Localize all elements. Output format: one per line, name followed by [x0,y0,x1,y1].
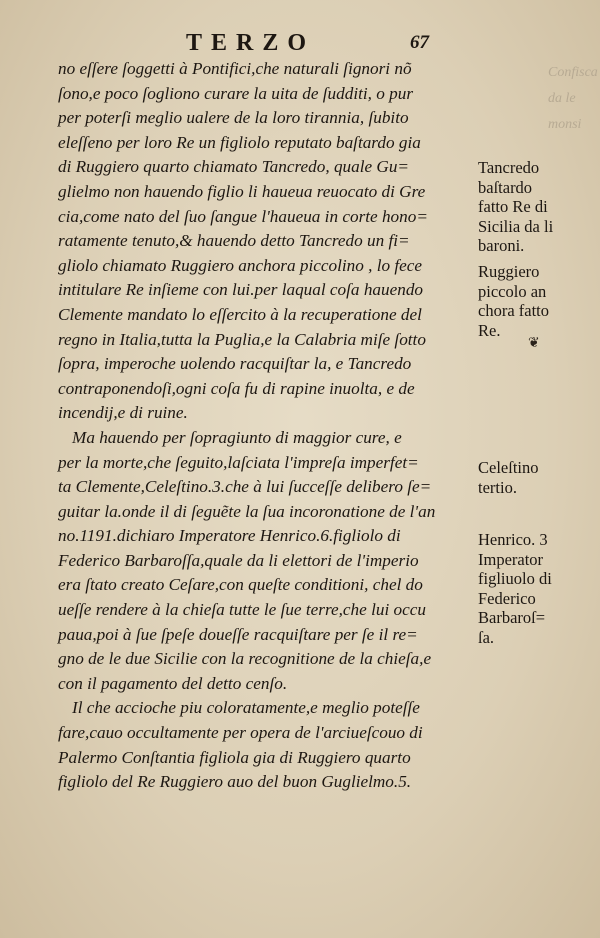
text-line: per la morte,che ſeguito,laſciata l'impreſa imperfet= [58,452,419,472]
text-line: Il che accioche piu coloratamente,e meglio poteſſe [72,698,420,718]
page-header [0,30,600,58]
text-line: Clemente mandato lo eſſercito à la recuperatione del [58,304,422,324]
running-title: TERZO [186,30,316,56]
text-line: no.1191.dichiaro Imperatore Henrico.6.figliolo di [58,526,401,546]
margin-note-line: chora fatto [478,301,550,320]
margin-note-line: fatto Re di [478,197,548,216]
text-line: intitulare Re inſieme con lui.per laqual coſa hauendo [58,280,424,300]
margin-note-line: Sicilia da li [478,216,554,236]
text-line: Palermo Conſtantia figliola gia di Ruggiero quarto [58,747,411,767]
margin-note-line: Ruggiero [478,262,540,281]
margin-note-line: Federico [478,588,536,608]
text-line: incendij,e di ruine. [58,403,188,423]
margin-note-celestino [478,458,570,497]
bleed-line: monsi [548,117,582,132]
text-line: guitar la.onde il di ſeguẽte la ſua incoronatione de l'an [58,501,436,521]
text-line: ta Clemente,Celeſtino.3.che à lui ſucceſſe delibero ſe= [58,477,432,497]
margin-note-henrico [478,530,570,647]
text-line: ſono,e poco ſogliono curare la uita de ſudditi, o pur [58,83,414,103]
text-line: ſopra, imperoche uolendo racquiſtar la, e Tancredo [58,354,412,374]
bleed-line: da le [548,91,576,106]
margin-note-line: tertio. [478,477,517,497]
margin-note-line: ſa. [478,627,495,647]
text-line: era ſtato creato Ceſare,con queſte conditioni, chel do [58,575,423,595]
text-line: ueſſe rendere à la chieſa tutte le ſue terre,che lui occu [58,600,426,620]
text-line: cia,come nato del ſuo ſangue l'haueua in corte hono= [58,206,428,226]
body-text [58,57,478,795]
margin-note-line: Henrico. 3 [478,530,548,549]
margin-note-line: baroni. [478,236,525,255]
margin-note-line: Tancredo [478,158,540,177]
text-line: eleſſeno per loro Re un figliolo reputato baſtardo gia [58,132,421,152]
text-line: paua,poi à ſue ſpeſe doueſſe racquiſtare per ſe il re= [58,624,418,644]
text-line: gno de le due Sicilie con la recognitione de la chieſa,e [58,649,432,669]
bleed-line: Confisca [548,65,598,80]
text-line: figliolo del Re Ruggiero auo del buon Guglielmo.5. [58,772,412,792]
text-line: no eſſere ſoggetti à Pontifici,che naturali ſignori nõ [58,59,412,78]
text-line: fare,cauo occultamente per opera de l'arciueſcouo di [58,723,423,743]
page-number: 67 [410,32,429,53]
bleed-through-text [548,60,600,138]
text-line: glielmo non hauendo figlio li haueua reuocato di Gre [58,181,426,201]
margin-note-line: baſtardo [478,177,533,197]
printer-mark-icon: ❦ [528,335,540,351]
margin-note-line: Imperator [478,549,544,569]
text-line: di Ruggiero quarto chiamato Tancredo, quale Gu= [58,157,410,177]
text-line: ratamente tenuto,& hauendo detto Tancredo un fi= [58,231,410,251]
margin-note-line: Celeſtino [478,458,539,477]
text-line: Federico Barbaroſſa,quale da li elettori de l'imperio [58,550,419,570]
text-line: con il pagamento del detto cenſo. [58,673,288,693]
text-line: regno in Italia,tutta la Puglia,e la Calabria miſe ſotto [58,329,426,349]
margin-note-line: Barbaroſ= [478,608,546,627]
margin-note-line: Re. [478,320,501,340]
margin-note-line: piccolo an [478,281,547,301]
text-line: per poterſi meglio ualere de la loro tirannia, ſubito [58,108,409,128]
text-line: gliolo chiamato Ruggiero anchora piccolino , lo fece [58,255,423,275]
text-line: Ma hauendo per ſopragiunto di maggior cure, e [72,427,402,447]
margin-note-line: figliuolo di [478,569,552,588]
text-line: contraponendoſi,ogni coſa fu di rapine inuolta, e de [58,378,415,398]
margin-note-ruggiero [478,262,570,340]
margin-note-tancredo [478,158,570,256]
